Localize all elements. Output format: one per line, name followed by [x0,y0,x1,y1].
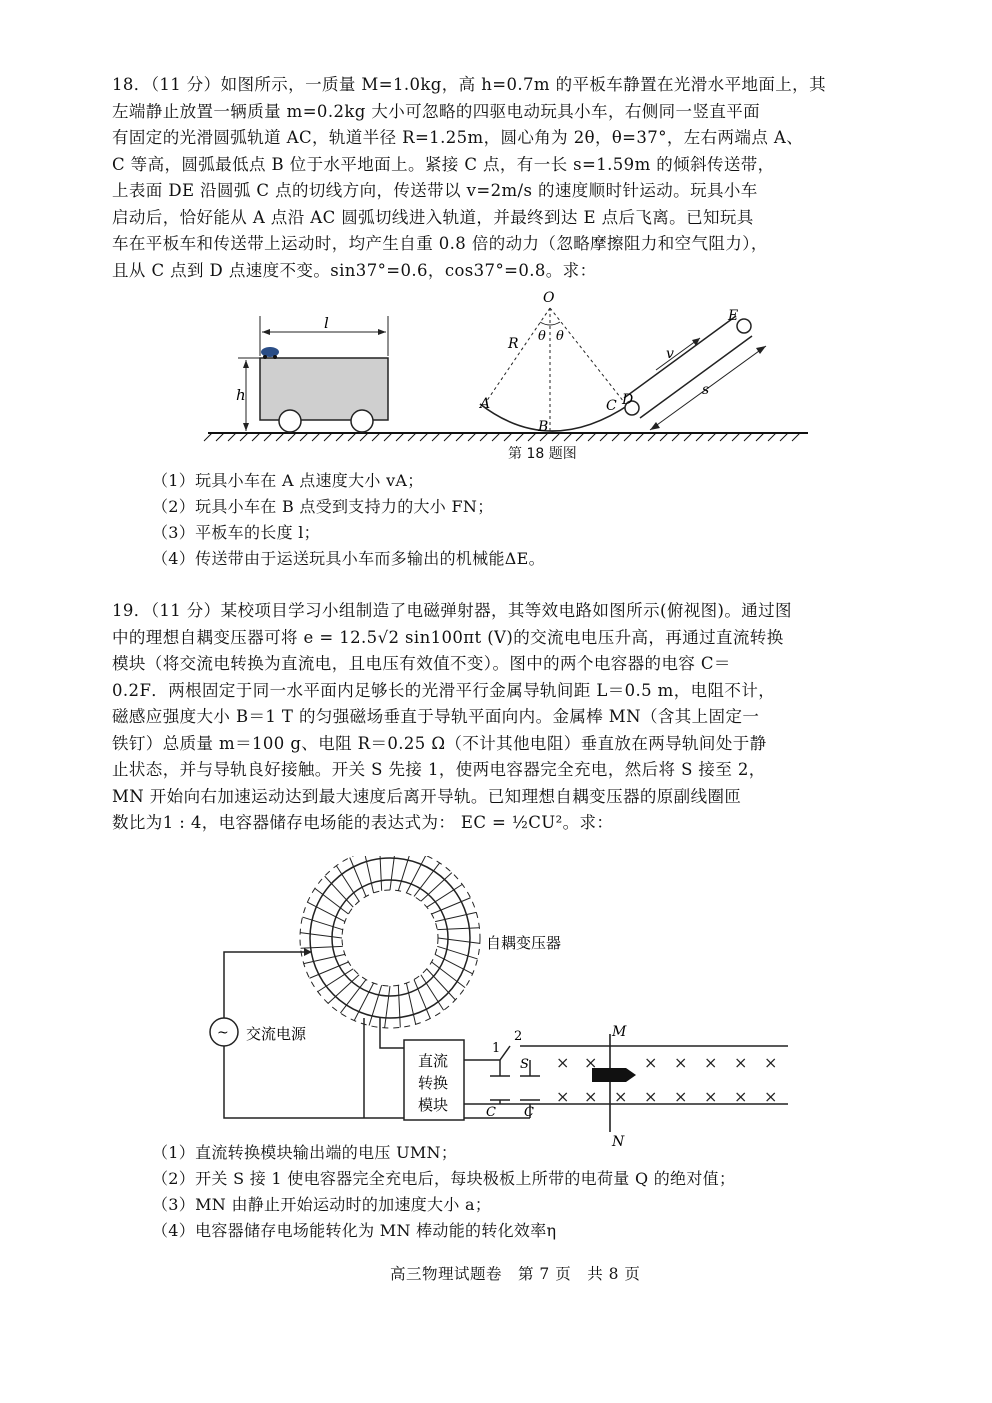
label-v: v [666,346,674,362]
coil-winding [304,954,345,963]
q18-line-4: C 等高，圆弧最低点 B 位于水平地面上。紧接 C 点，有一长 s=1.59m 的倾斜传送带， [112,154,775,174]
label-O: O [543,290,555,306]
svg-text:×: × [556,1087,570,1106]
label-M: M [612,1024,627,1040]
label-D: D [622,392,634,408]
q18-sub-1: （1）玩具小车在 A 点速度大小 vA； [152,471,424,490]
coil-winding [398,985,400,1027]
q18-line-1: 18．（11 分）如图所示，一质量 M=1.0kg，高 h=0.7m 的平板车静置在光滑水平地面上，其 [112,75,826,94]
q19-line-2: 中的理想自耦变压器可将 e = 12.5√2 sin100πt (V)的交流电电压升高，再通过直流转换 [112,627,784,647]
q18-sub-3: （3）平板车的长度 l； [152,523,320,542]
q19-line-7: 止状态，并与导轨良好接触。开关 S 先接 1，使两电容器完全充电，然后将 S 接至 2， [112,760,766,779]
q19-line-5: 磁感应强度大小 B＝1 T 的匀强磁场垂直于导轨平面向内。金属棒 MN（含其上固定一 [112,707,760,726]
module-label-2: 转换 [418,1074,449,1092]
label-h: h [236,386,246,404]
q18-line-7: 车在平板车和传送带上运动时，均产生自重 0.8 倍的动力（忽略摩擦阻力和空气阻力）， [112,234,768,253]
q19-line-6: 铁钉）总质量 m＝100 g、电阻 R＝0.25 Ω（不计其他电阻）垂直放在两导轨间处于静 [112,733,767,753]
terminal-1-label: 1 [492,1041,501,1056]
label-A: A [480,396,491,412]
label-C: C [606,398,617,414]
svg-text:×: × [734,1087,748,1106]
coil-winding [406,983,415,1024]
module-label-3: 模块 [418,1096,449,1114]
svg-text:×: × [584,1087,598,1106]
radius-OC [550,308,624,402]
coil-winding [385,986,390,1028]
iron-nail-icon [592,1068,636,1082]
q19-sub-4: （4）电容器储存电场能转化为 MN 棒动能的转化效率η [152,1221,557,1240]
coil-winding [302,917,342,930]
coil-winding [380,856,382,891]
question-18-text [112,72,826,284]
magnetic-field-crosses [556,1053,777,1106]
svg-text:×: × [556,1053,570,1072]
svg-text:×: × [764,1053,778,1072]
svg-text:×: × [614,1087,628,1106]
coil-winding [301,946,343,948]
q19-sub-2: （2）开关 S 接 1 使电容器完全充电后，每块极板上所带的电荷量 Q 的绝对值； [152,1169,736,1188]
svg-text:×: × [644,1087,658,1106]
coil-winding [406,856,425,893]
coil-winding [340,980,366,1014]
q18-line-5: 上表面 DE 沿圆弧 C 点的切线方向，传送带以 v=2m/s 的速度顺时针运动。玩具小车 [112,181,758,200]
svg-text:×: × [764,1087,778,1106]
svg-text:×: × [674,1053,688,1072]
svg-text:×: × [644,1053,658,1072]
q18-line-6: 启动后，恰好能从 A 点沿 AC 圆弧切线进入轨道，并最终到达 E 点后飞离。已知玩具 [112,207,754,227]
label-E: E [728,308,739,324]
coil-winding [325,876,354,907]
coil-winding [390,856,395,890]
coil-winding [414,863,440,897]
svg-text:×: × [704,1053,718,1072]
ac-tilde-icon: ~ [217,1025,229,1041]
q19-sub-questions [152,1140,735,1244]
coil-winding [421,873,452,902]
autotransformer-coil [300,856,480,1028]
svg-text:×: × [704,1087,718,1106]
q18-line-8: 且从 C 点到 D 点速度不变。sin37°=0.6，cos37°=0.8。求： [112,260,597,280]
coil-winding [300,933,342,938]
coil-winding [315,888,349,914]
label-theta-left: θ [538,329,546,344]
coil-winding [437,946,477,959]
toy-car-icon [261,347,279,359]
figure-19 [200,856,810,1148]
label-s: s [702,382,710,398]
figure-18-caption: 第 18 题图 [508,446,577,462]
q18-sub-2: （2）玩具小车在 B 点受到支持力的大小 FN； [152,497,494,516]
q19-sub-3: （3）MN 由静止开始运动时的加速度大小 a； [152,1195,492,1214]
switch-label: S [520,1057,529,1072]
flat-cart-body [260,358,388,420]
capacitor-right [520,1076,540,1100]
q19-line-8: MN 开始向右加速运动达到最大速度后离开导轨。已知理想自耦变压器的原副线圈匝 [112,786,742,806]
svg-text:×: × [734,1053,748,1072]
ac-source-label: 交流电源 [246,1025,307,1043]
ground-hatching [204,433,800,441]
q19-line-4: 0.2F．两根固定于同一水平面内足够长的光滑平行金属导轨间距 L＝0.5 m，电阻不计， [112,680,776,700]
transformer-label: 自耦变压器 [486,934,562,952]
svg-text:×: × [584,1053,598,1072]
q18-sub-4: （4）传送带由于运送玩具小车而多输出的机械能ΔE。 [152,549,545,568]
cart-wheel-left [279,410,301,432]
coil-winding [432,962,466,988]
label-B: B [538,419,549,435]
label-N: N [612,1134,625,1148]
terminal-2-label: 2 [514,1029,523,1044]
figure-18 [200,286,820,446]
q19-line-9: 数比为1 : 4，电容器储存电场能的表达式为： EC = ½CU²。求： [112,813,614,832]
q19-line-3: 模块（将交流电转换为直流电，且电压有效值不变）。图中的两个电容器的电容 C＝ [112,654,731,673]
label-R: R [508,336,519,352]
page-footer: 高三物理试题卷 第 7 页 共 8 页 [390,1265,641,1283]
cap-label-right: C [524,1105,534,1120]
coil-winding [427,969,456,1000]
module-label-1: 直流 [418,1052,449,1070]
coil-winding [398,856,411,891]
q18-line-3: 有固定的光滑圆弧轨道 AC，轨道半径 R=1.25m，圆心角为 2θ，θ=37°，左右两端点 A、 [112,128,804,147]
question-19-text [112,598,792,837]
velocity-arrow [656,338,700,370]
coil-winding [328,975,359,1004]
label-l: l [324,314,329,332]
cart-wheel-right [351,410,373,432]
q19-line-1: 19．（11 分）某校项目学习小组制造了电磁弹射器，其等效电路如图所示(俯视图)。通过图 [112,601,792,620]
coil-winding [437,928,479,930]
q19-sub-1: （1）直流转换模块输出端的电压 UMN； [152,1143,458,1162]
svg-text:×: × [674,1087,688,1106]
coil-winding [435,912,476,921]
q18-sub-questions [152,468,545,572]
capacitor-left [490,1076,510,1100]
coil-winding [438,938,480,943]
cap-label-left: C [486,1105,496,1120]
label-theta-right: θ [556,329,564,344]
q18-line-2: 左端静止放置一辆质量 m=0.2kg 大小可忽略的四驱电动玩具小车，右侧同一竖直平面 [112,101,761,121]
